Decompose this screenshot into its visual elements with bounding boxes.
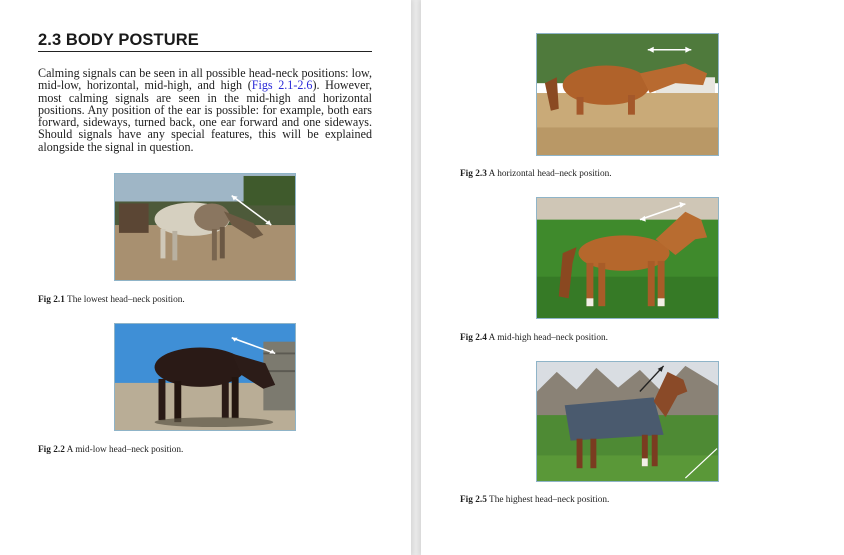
figure-2-4-caption [460, 333, 608, 343]
figure-caption-text: A horizontal head–neck position. [488, 169, 612, 179]
figure-label: Fig 2.1 [38, 295, 65, 305]
figure-2-5-caption [460, 495, 609, 505]
figure-2-3-photo [536, 33, 719, 156]
section-title: 2.3 BODY POSTURE [38, 31, 372, 52]
body-paragraph [38, 67, 372, 153]
figure-caption-text: A mid-high head–neck position. [488, 333, 608, 343]
figure-2-2-photo [114, 323, 296, 431]
figure-label: Fig 2.5 [460, 495, 487, 505]
body-text-part-1: Calming signals can be seen in all possible head-neck positions: low, mid-low, horizontal, mid-high, and high ( [38, 66, 372, 93]
figure-caption-text: The highest head–neck position. [489, 495, 610, 505]
left-page [0, 0, 411, 555]
figure-2-1-caption [38, 295, 185, 305]
figure-2-5-photo [536, 361, 719, 482]
figure-label: Fig 2.2 [38, 445, 65, 455]
body-text-part-2: ). However, most calming signals are seen in the mid-high and horizontal positions. Any position of the ear is possible: for example, both ears forward, sideways, turned back, one ear forward and one sideways. Should signals have any special features, this will be explained alongside the signal in question. [38, 78, 373, 154]
figure-2-3-caption [460, 169, 612, 179]
figure-label: Fig 2.3 [460, 169, 487, 179]
figure-caption-text: The lowest head–neck position. [67, 295, 185, 305]
figure-2-1-photo [114, 173, 296, 281]
figure-caption-text: A mid-low head–neck position. [66, 445, 184, 455]
figure-2-4-photo [536, 197, 719, 319]
right-page [421, 0, 844, 555]
figure-reference-link[interactable]: Figs 2.1-2.6 [251, 78, 313, 93]
figure-2-2-caption [38, 445, 183, 455]
figure-label: Fig 2.4 [460, 333, 487, 343]
